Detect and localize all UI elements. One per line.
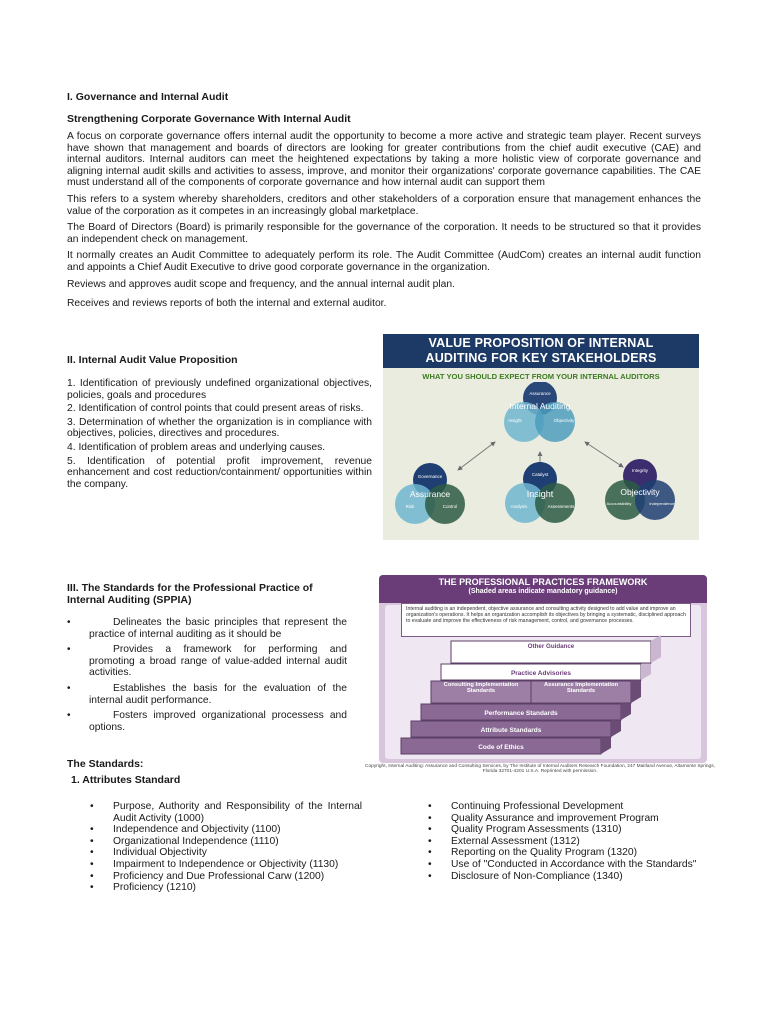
venn-internal-auditing xyxy=(504,382,575,442)
bullet-text: Provides a framework for performing and promoting a broad range of value-added internal audit activities. xyxy=(89,644,347,679)
list-item: • Organizational Independence (1110) xyxy=(90,835,279,847)
figure-subtitle: WHAT YOU SHOULD EXPECT FROM YOUR INTERNAL AUDITORS xyxy=(422,372,660,381)
svg-text:Assurance: Assurance xyxy=(529,391,551,396)
svg-text:Practice Advisories: Practice Advisories xyxy=(510,670,572,677)
assurance-label: Assurance Implementation Standards xyxy=(543,682,619,695)
list-item xyxy=(67,644,347,679)
consulting-label: Consulting Implementation Standards xyxy=(443,682,519,695)
svg-text:Risk: Risk xyxy=(405,504,415,509)
list-item xyxy=(67,617,347,640)
list-item xyxy=(67,683,347,706)
venn-diagrams xyxy=(383,382,699,540)
standards-title: The Standards: xyxy=(67,758,144,770)
section-3-title: III. The Standards for the Professional Practice of Internal Auditing (SPPIA) xyxy=(67,582,313,606)
list-item: 3. Determination of whether the organization is in compliance with objectives, policies, directives and procedures. xyxy=(67,416,372,440)
list-item: • Proficiency and Due Professional Carw (1200) xyxy=(90,870,325,882)
section-1-title: I. Governance and Internal Audit xyxy=(67,91,229,103)
framework-subtitle: (Shaded areas indicate mandatory guidance) xyxy=(468,588,618,595)
svg-text:Control: Control xyxy=(442,504,458,509)
svg-text:Code of Ethics: Code of Ethics xyxy=(478,744,524,751)
professional-practices-framework-figure xyxy=(379,575,707,763)
paragraph: Reviews and approves audit scope and frequency, and the annual internal audit plan. xyxy=(67,278,455,290)
paragraph: The Board of Directors (Board) is primarily responsible for the governance of the corporation. It needs to be structured so that it provides an independent check on management. xyxy=(67,222,701,245)
list-item: • Individual Objectivity xyxy=(90,847,207,859)
value-proposition-figure xyxy=(383,334,699,540)
svg-text:Governance: Governance xyxy=(417,474,443,479)
svg-text:Internal Auditing: Internal Auditing xyxy=(509,401,571,411)
framework-staircase xyxy=(379,575,707,763)
venn-insight xyxy=(505,462,575,523)
sppia-bullets xyxy=(67,617,347,737)
paragraph: A focus on corporate governance offers internal audit the opportunity to become a more active and strategic team player. Recent surveys have shown that management and boards of directors are looking for greater contributions from the chief audit executive (CAE) and internal auditors. Internal auditors can meet the heightened expectations by taking a more holistic view of corporate governance and aligning internal audit skills and activities to assess, improve, and monitor their organizations' corporate governance capabilities. The CAE must understand all of the components of corporate governance and how internal audit can support them xyxy=(67,131,701,189)
section-1-subtitle: Strengthening Corporate Governance With Internal Audit xyxy=(67,113,351,125)
list-item: 1. Identification of previously undefined organizational objectives, policies, goals and procedures xyxy=(67,378,372,401)
list-item: • Independence and Objectivity (1100) xyxy=(90,824,281,836)
framework-definition: Internal auditing is an independent, objective assurance and consulting activity designed to add value and improve an organization's operations. It helps an organization accomplish its objectives by bringing a systematic, disciplined approach to evaluate and improve the effectiveness of risk management, control, and governance processes. xyxy=(401,603,691,637)
svg-text:Performance Standards: Performance Standards xyxy=(484,710,558,717)
list-item: • Reporting on the Quality Program (1320) xyxy=(428,847,638,859)
svg-text:Objectivity: Objectivity xyxy=(553,418,575,423)
framework-title-text: THE PROFESSIONAL PRACTICES FRAMEWORK xyxy=(438,577,648,587)
list-item: 2. Identification of control points that could present areas of risks. xyxy=(67,403,364,415)
svg-text:Analysis: Analysis xyxy=(510,504,528,509)
list-item: • Continuing Professional Development xyxy=(428,801,624,812)
paragraph: It normally creates an Audit Committee to adequately perform its role. The Audit Committee (AudCom) creates an internal audit function and appoints a Chief Audit Executive to drive good corporate governance in the organization. xyxy=(67,250,701,273)
svg-text:Objectivity: Objectivity xyxy=(620,487,660,497)
bullet-glyph: • xyxy=(67,644,71,656)
svg-text:Assessments: Assessments xyxy=(547,504,575,509)
section-2-title: II. Internal Audit Value Proposition xyxy=(67,354,238,366)
paragraph: This refers to a system whereby shareholders, creditors and other stakeholders of a corporation ensure that management enhances the value of the corporation as it competes in an increasingly global marketplace. xyxy=(67,193,701,217)
bullet-text: Delineates the basic principles that represent the practice of internal auditing as it should be xyxy=(89,617,347,640)
list-item: • Proficiency (1210) xyxy=(90,882,196,894)
svg-text:Insight: Insight xyxy=(508,418,522,423)
venn-objectivity xyxy=(605,459,675,520)
paragraph: Receives and reviews reports of both the internal and external auditor. xyxy=(67,298,387,310)
standards-list-left xyxy=(90,801,362,894)
bullet-glyph: • xyxy=(67,682,71,694)
bullet-text: Fosters improved organizational processess and options. xyxy=(89,710,347,733)
section-1-body xyxy=(67,131,701,315)
figure-title xyxy=(383,336,699,365)
arrow-right xyxy=(585,442,623,467)
list-item: • Disclosure of Non-Compliance (1340) xyxy=(428,870,623,882)
bullet-text: Establishes the basis for the evaluation of the internal audit performance. xyxy=(89,682,347,706)
standards-list-right xyxy=(428,801,700,882)
list-item: • Impairment to Independence or Objectivity (1130) xyxy=(90,858,339,870)
standards-subtitle: 1. Attributes Standard xyxy=(71,774,181,786)
value-proposition-list xyxy=(67,378,372,492)
list-item: • Quality Assurance and improvement Program xyxy=(428,812,659,824)
other-guidance-label: Other Guidance xyxy=(527,643,575,650)
bullet-glyph: • xyxy=(67,710,71,722)
list-item: 5. Identification of potential profit improvement, revenue enhancement and cost reduction/containment/ opportunities within the company. xyxy=(67,455,372,490)
arrow-left xyxy=(458,442,495,470)
svg-text:Integrity: Integrity xyxy=(631,468,649,473)
framework-caption: Copyright, Internal Auditing: Assurance and Consulting Services, by The Institute of Internal Auditors Research Foundation, 247 Maitland Avenue, Altamonte Springs, Florida 32701-4201 U.S.A. Reprinted with permission. xyxy=(365,764,715,775)
svg-text:Catalyst: Catalyst xyxy=(531,472,549,477)
figure-title-line-1: VALUE PROPOSITION OF INTERNAL xyxy=(428,336,654,350)
svg-text:Independence: Independence xyxy=(649,501,675,506)
venn-assurance xyxy=(395,463,465,524)
bullet-glyph: • xyxy=(67,617,71,628)
list-item: • Use of "Conducted in Accordance with the Standards" xyxy=(428,858,697,870)
svg-text:Insight: Insight xyxy=(526,489,554,499)
list-item: 4. Identification of problem areas and underlying causes. xyxy=(67,441,326,453)
figure-title-line-2: AUDITING FOR KEY STAKEHOLDERS xyxy=(425,350,657,365)
svg-text:Assurance: Assurance xyxy=(409,489,451,499)
list-item: • Purpose, Authority and Responsibility of the Internal Audit Activity (1000) xyxy=(90,801,362,824)
svg-text:Attribute Standards: Attribute Standards xyxy=(480,727,542,734)
list-item: • Quality Program Assessments (1310) xyxy=(428,824,622,836)
list-item: • External Assessment (1312) xyxy=(428,835,580,847)
svg-text:Accountability: Accountability xyxy=(606,501,632,506)
list-item xyxy=(67,710,347,733)
